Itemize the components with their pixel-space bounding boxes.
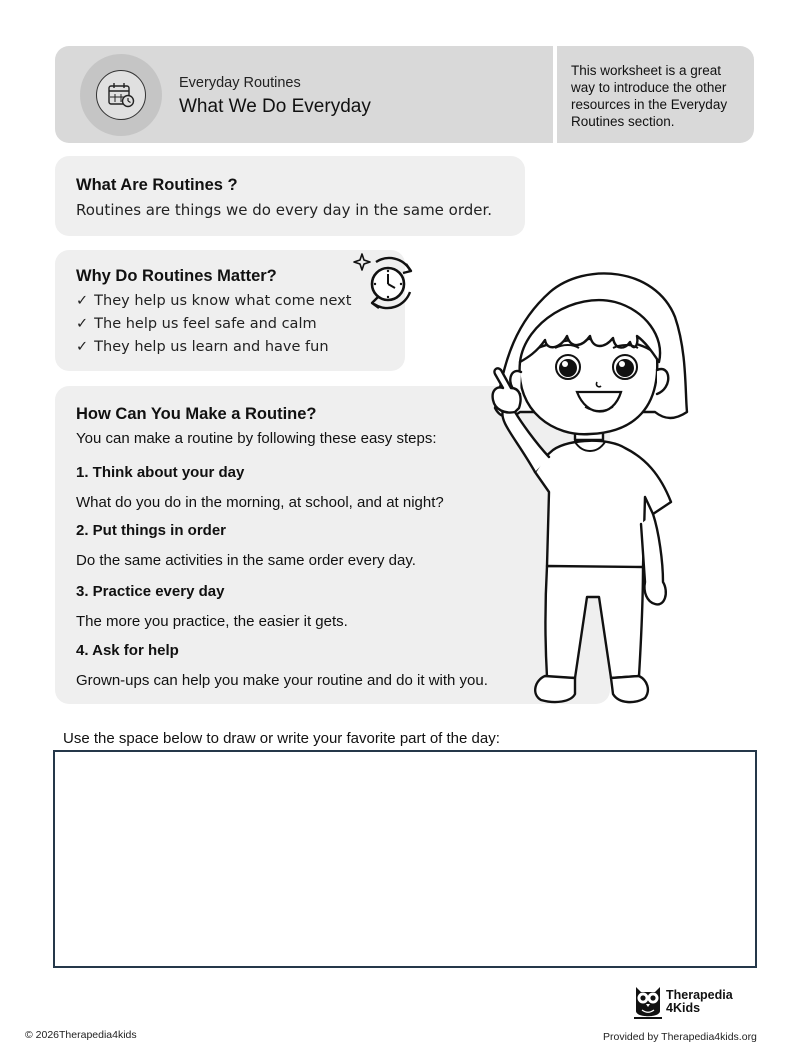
girl-pointing-illustration: [475, 262, 690, 712]
why-heading: Why Do Routines Matter?: [76, 267, 277, 285]
therapedia-logo: [632, 981, 742, 1023]
what-section: [55, 156, 525, 236]
how-intro: You can make a routine by following these easy steps:: [76, 430, 437, 447]
step-text: Grown-ups can help you make your routine and do it with you.: [76, 672, 488, 689]
checkmark-icon: ✓: [76, 339, 89, 355]
step-text: Do the same activities in the same order every day.: [76, 552, 416, 569]
owl-icon: [632, 981, 664, 1021]
why-item: ✓ They help us know what come next: [76, 293, 352, 309]
logo-line-2: 4Kids: [666, 1001, 701, 1015]
logo-line-1: Therapedia: [666, 988, 733, 1002]
header-note: This worksheet is a great way to introduce the other resources in the Everyday Routines section.: [557, 46, 754, 143]
why-item: ✓ They help us learn and have fun: [76, 339, 329, 355]
step-title: 3. Practice every day: [76, 583, 225, 600]
step-title: 2. Put things in order: [76, 522, 227, 539]
checkmark-icon: ✓: [76, 293, 89, 309]
step-text: The more you practice, the easier it gets.: [76, 613, 348, 630]
provided-by: Provided by Therapedia4kids.org: [603, 1031, 757, 1043]
page-title: What We Do Everyday: [179, 96, 371, 117]
step-title: 1. Think about your day: [76, 464, 245, 481]
what-text: Routines are things we do every day in the same order.: [76, 201, 493, 219]
step-text: What do you do in the morning, at school, and at night?: [76, 494, 444, 511]
why-list: [76, 290, 385, 359]
drawing-area[interactable]: [53, 750, 757, 968]
header-kicker: Everyday Routines: [179, 75, 301, 91]
how-heading: How Can You Make a Routine?: [76, 405, 317, 423]
step-title: 4. Ask for help: [76, 642, 179, 659]
copyright: © 2026Therapedia4kids: [25, 1029, 137, 1041]
drawing-prompt: Use the space below to draw or write your favorite part of the day:: [63, 730, 500, 747]
why-item: ✓ The help us feel safe and calm: [76, 316, 317, 332]
calendar-clock-icon: [96, 70, 146, 120]
header-badge: [80, 54, 162, 136]
header-banner: [55, 46, 553, 143]
checkmark-icon: ✓: [76, 316, 89, 332]
routine-clock-icon: [352, 248, 418, 314]
what-heading: What Are Routines ?: [76, 176, 238, 194]
